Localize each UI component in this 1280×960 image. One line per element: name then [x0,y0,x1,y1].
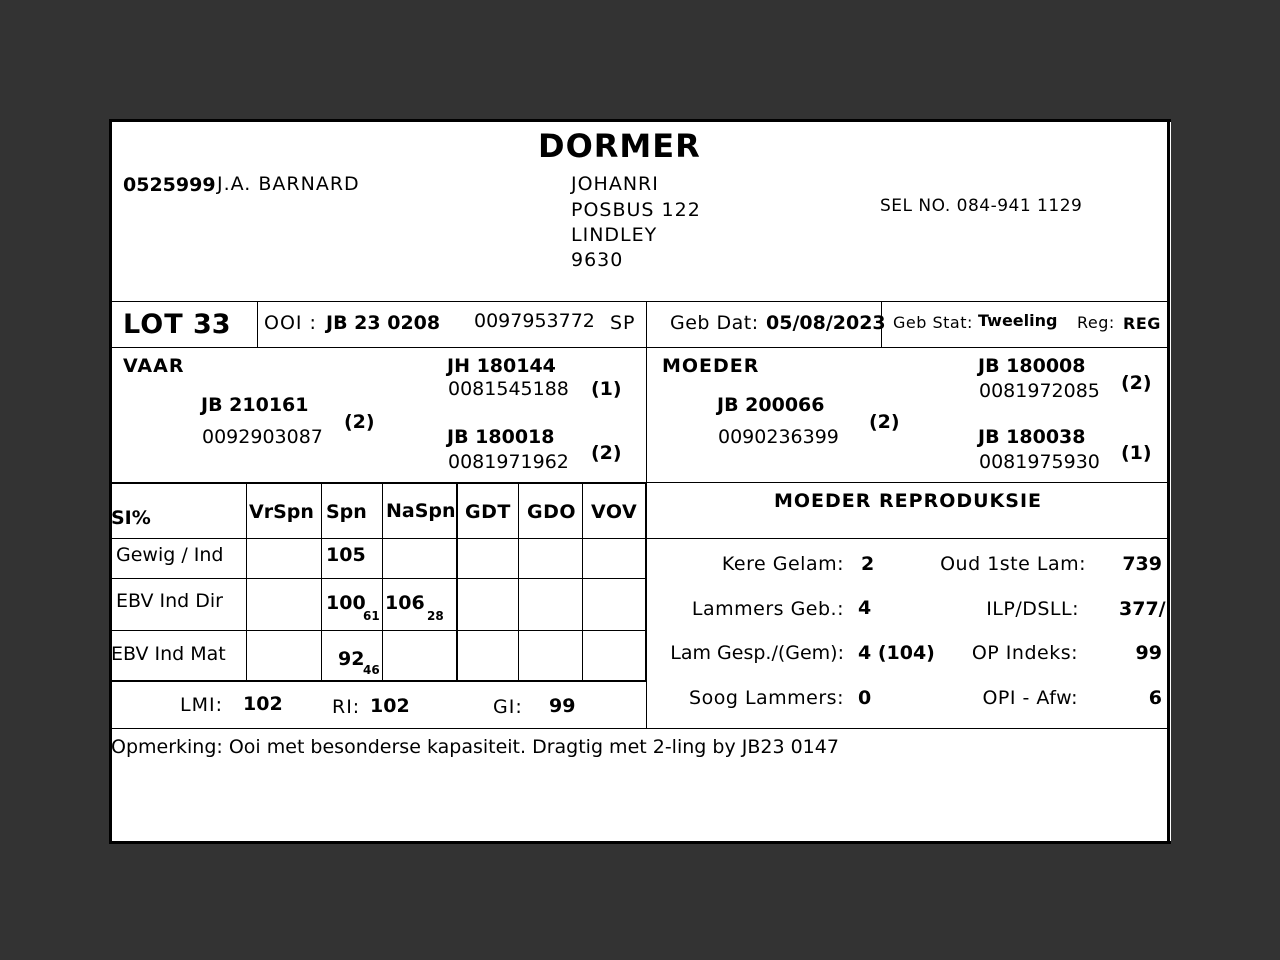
sire-code: (2) [344,411,375,433]
si-row-line-1 [111,538,646,539]
si-row-mat-label: EBV Ind Mat [111,643,226,665]
ri-value: 102 [370,695,410,717]
divider-reproduction [646,538,1168,539]
sire-dam-reg-number: 0081971962 [448,451,569,473]
dam-reg-number: 0090236399 [718,426,839,448]
lam-gesp-label: Lam Gesp./(Gem): [670,642,844,664]
si-row-weight-label: Gewig / Ind [116,544,224,566]
ilp-label: ILP/DSLL: [986,598,1079,620]
ewe-reg-number: 0097953772 [474,310,595,332]
breed-title: DORMER [538,127,701,165]
card-right-border [1167,119,1170,841]
birth-status: Tweeling [978,311,1058,330]
lot-label: LOT [123,309,184,340]
sire-reg-number: 0092903087 [202,426,323,448]
si-row-dir-naspn-accuracy: 28 [427,609,444,623]
lam-gesp-value: 4 (104) [858,642,935,664]
dam-sire-reg-number: 0081972085 [979,380,1100,402]
ewe-label: OOI : [264,312,317,334]
si-col-line-7 [645,482,647,681]
remark-text: Opmerking: Ooi met besonderse kapasiteit. Dragtig met 2-ling by JB23 0147 [111,736,839,758]
birth-status-label: Geb Stat: [893,313,973,332]
gi-label: GI: [493,696,523,718]
si-col-line-4 [456,482,458,681]
gi-value: 99 [549,695,576,717]
si-header-gdo: GDO [527,501,577,523]
si-col-line-6 [582,482,583,681]
si-header-si: SI% [111,507,151,529]
oud-lam-value: 739 [1122,553,1162,575]
dam-sire-id: JB 180008 [978,355,1086,377]
sire-label: VAAR [123,355,185,377]
si-header-naspn: NaSpn [386,500,456,522]
op-indeks-value: 99 [1135,642,1162,664]
phone-number: SEL NO. 084-941 1129 [880,196,1083,216]
op-indeks-label: OP Indeks: [971,642,1078,664]
reproduction-title: MOEDER REPRODUKSIE [774,490,1043,512]
si-row-weight-spn: 105 [326,544,366,566]
si-col-line-1 [246,482,247,681]
kere-gelam-value: 2 [861,553,875,575]
si-row-mat-spn: 92 [338,648,365,670]
si-row-line-3 [111,630,646,631]
si-row-mat-spn-accuracy: 46 [363,663,380,677]
breeder-name: J.A. BARNARD [217,173,360,195]
sire-sire-id: JH 180144 [447,355,556,377]
divider-remark [111,728,1168,729]
birth-date-label: Geb Dat: [670,312,759,334]
ilp-value: 377/ [1119,598,1166,620]
si-row-dir-naspn: 106 [385,592,425,614]
si-col-line-2 [321,482,322,681]
dam-code: (2) [869,411,900,433]
si-row-dir-label: EBV Ind Dir [116,590,223,612]
dam-dam-id: JB 180038 [978,426,1086,448]
sire-sire-code: (1) [591,378,622,400]
ewe-id: JB 23 0208 [326,312,441,334]
address-line-4: 9630 [571,249,624,271]
dam-dam-code: (1) [1121,442,1152,464]
si-row-line-2 [111,578,646,579]
si-row-dir-spn-accuracy: 61 [363,609,380,623]
si-table-top [110,482,647,484]
si-header-gdt: GDT [465,501,511,523]
reg-value: REG [1123,314,1161,333]
divider-pedigree-right [646,482,1168,483]
lot-number: 33 [193,309,231,340]
divider-lot-row [111,347,1168,348]
si-col-line-5 [518,482,519,681]
breeder-number: 0525999 [123,174,216,196]
address-line-3: LINDLEY [571,224,658,246]
lammers-geb-value: 4 [858,597,872,619]
address-line-2: POSBUS 122 [571,199,701,221]
divider-lot [257,301,258,347]
si-header-spn: Spn [326,501,367,523]
soog-lammers-value: 0 [858,687,872,709]
si-header-vrspn: VrSpn [249,501,314,523]
si-row-dir-spn: 100 [326,592,366,614]
si-col-line-3 [382,482,383,681]
sire-dam-code: (2) [591,442,622,464]
ri-label: RI: [332,696,361,718]
reg-label: Reg: [1077,313,1115,332]
si-table-bottom [110,680,647,682]
sire-sire-reg-number: 0081545188 [448,378,569,400]
kere-gelam-label: Kere Gelam: [721,553,844,575]
dam-label: MOEDER [662,355,760,377]
birth-date: 05/08/2023 [766,312,886,334]
sire-dam-id: JB 180018 [447,426,555,448]
si-header-vov: VOV [591,501,638,523]
lammers-geb-label: Lammers Geb.: [691,598,844,620]
soog-lammers-label: Soog Lammers: [689,687,844,709]
sp-label: SP [610,312,636,334]
dam-dam-reg-number: 0081975930 [979,451,1100,473]
divider-header [111,301,1168,302]
oud-lam-label: Oud 1ste Lam: [940,553,1086,575]
lmi-label: LMI: [180,694,223,716]
opi-afw-label: OPI - Afw: [982,687,1078,709]
address-line-1: JOHANRI [571,173,659,195]
lmi-value: 102 [243,693,283,715]
sire-id: JB 210161 [201,394,309,416]
dam-sire-code: (2) [1121,372,1152,394]
dam-id: JB 200066 [717,394,825,416]
opi-afw-value: 6 [1148,687,1162,709]
